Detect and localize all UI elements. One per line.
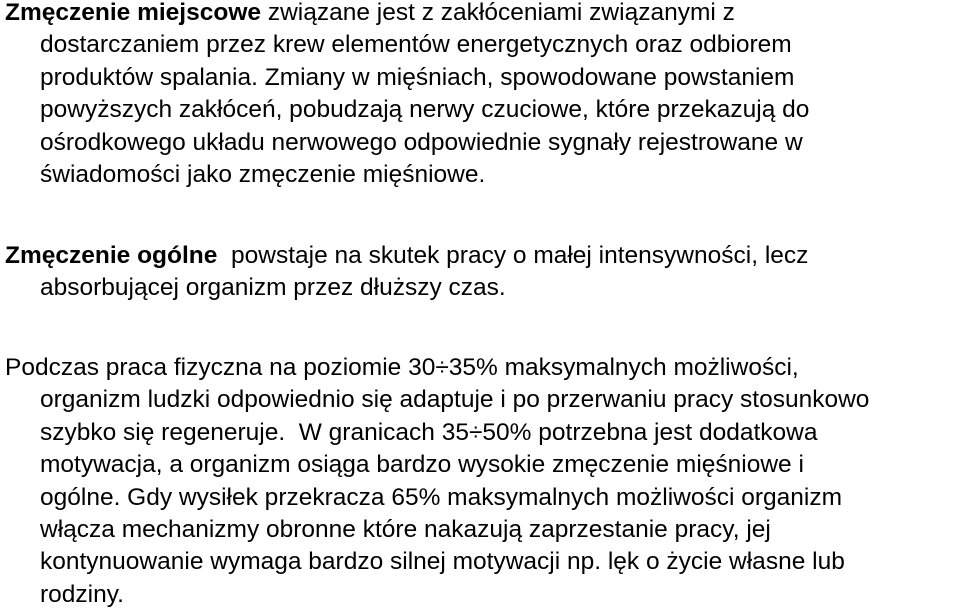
text-line: dostarczaniem przez krew elementów energetycznych oraz odbiorem: [40, 31, 792, 59]
paragraph-physical-work: [5, 352, 957, 611]
text-line: Podczas praca fizyczna na poziomie 30÷35% maksymalnych możliwości,: [5, 354, 799, 381]
text-line: organizm ludzki odpowiednio się adaptuje i po przerwaniu pracy stosunkowo: [40, 386, 870, 414]
term-general-fatigue: Zmęczenie ogólne: [5, 242, 218, 269]
text-run: powstaje na skutek pracy o małej intensywności, lecz: [217, 242, 809, 269]
text-line: motywacja, a organizm osiąga bardzo wysokie zmęczenie mięśniowe i: [40, 451, 804, 479]
text-line: produktów spalania. Zmiany w mięśniach, spowodowane powstaniem: [40, 63, 795, 91]
text-line: ośrodkowego układu nerwowego odpowiednie sygnały rejestrowane w: [40, 128, 803, 156]
text-line: rodziny.: [40, 580, 124, 608]
term-local-fatigue: Zmęczenie miejscowe: [5, 0, 262, 26]
text-line: absorbującej organizm przez dłuższy czas.: [40, 274, 506, 302]
text-line: świadomości jako zmęczenie mięśniowe.: [40, 160, 486, 188]
text-line: powyższych zakłóceń, pobudzają nerwy czuciowe, które przekazują do: [40, 96, 810, 124]
text-line: szybko się regeneruje. W granicach 35÷50% potrzebna jest dodatkowa: [40, 418, 818, 446]
paragraph-general-fatigue: [5, 240, 957, 305]
paragraph-local-fatigue: [5, 0, 957, 191]
text-line: kontynuowanie wymaga bardzo silnej motywacji np. lęk o życie własne lub: [40, 548, 845, 576]
text-line: ogólne. Gdy wysiłek przekracza 65% maksymalnych możliwości organizm: [40, 483, 842, 511]
text-line: włącza mechanizmy obronne które nakazują zaprzestanie pracy, jej: [40, 515, 771, 543]
text-line: [5, 240, 957, 272]
text-line: [5, 0, 957, 29]
text-run: związane jest z zakłóceniami związanymi z: [261, 0, 735, 26]
